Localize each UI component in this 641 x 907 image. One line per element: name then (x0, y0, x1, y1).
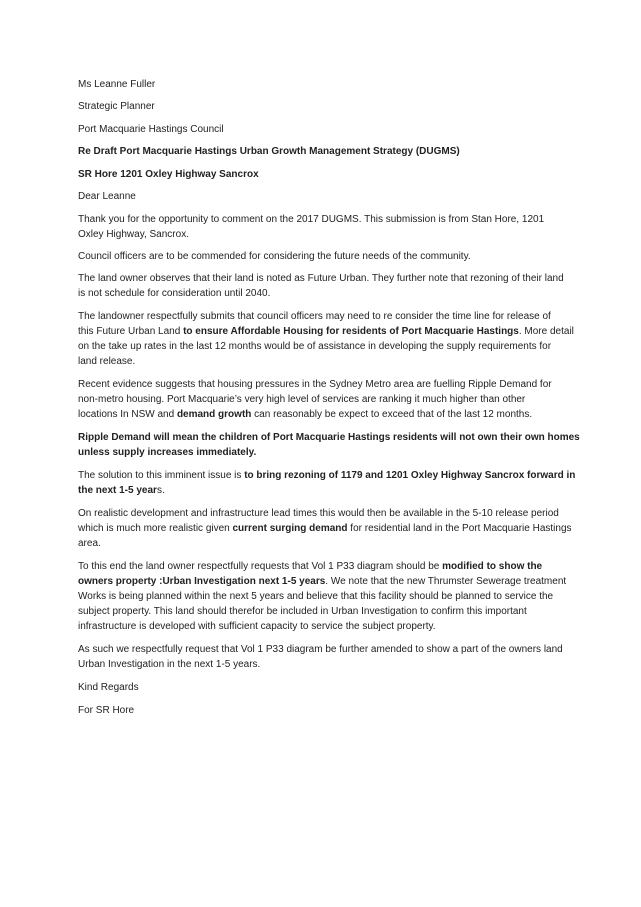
paragraph-line: Recent evidence suggests that housing pressures in the Sydney Metro area are fuelling Ripple Demand for (78, 379, 552, 390)
paragraph-line: As such we respectfully request that Vol 1 P33 diagram be further amended to show a part of the owners land (78, 644, 563, 655)
text-run: locations In NSW and (78, 409, 177, 420)
paragraph-line: unless supply increases immediately. (78, 447, 257, 458)
paragraph-line (78, 574, 578, 589)
paragraph-line: Ripple Demand will mean the children of Port Macquarie Hastings residents will not own their own homes (78, 432, 580, 443)
paragraph-line: Works is being planned within the next 5 years and believe that this facility should be planned to service the (78, 591, 554, 602)
emphasis-text: to bring rezoning of 1179 and 1201 Oxley Highway Sancrox forward in (244, 470, 576, 481)
paragraph-ripple-demand (78, 430, 578, 460)
paragraph-request (78, 559, 578, 634)
paragraph-line (78, 559, 578, 574)
paragraph-observation (78, 271, 578, 301)
recipient-org: Port Macquarie Hastings Council (78, 124, 224, 135)
paragraph-line: On realistic development and infrastructure lead times this would then be available in the 5-10 release period (78, 508, 559, 519)
paragraph-commendation (78, 249, 578, 264)
closing: Kind Regards (78, 682, 139, 693)
text-run: s. (156, 485, 165, 496)
salutation: Dear Leanne (78, 191, 136, 202)
paragraph-submission (78, 309, 578, 369)
paragraph-line: The land owner observes that their land is noted as Future Urban. They further note that rezoning of their land (78, 273, 564, 284)
emphasis-text: the next 1-5 year (78, 485, 157, 496)
paragraph-lead-times (78, 506, 578, 551)
paragraph-line: is not schedule for consideration until 2040. (78, 288, 271, 299)
text-run: . More detail (518, 326, 574, 337)
text-run: To this end the land owner respectfully requests that Vol 1 P33 diagram should be (78, 561, 443, 572)
paragraph-line: area. (78, 538, 101, 549)
letter-body (78, 77, 578, 718)
paragraph-line: The landowner respectfully submits that council officers may need to re consider the time line for release of (78, 311, 551, 322)
subject-property: SR Hore 1201 Oxley Highway Sancrox (78, 169, 259, 180)
emphasis-text: modified to show the (442, 561, 543, 572)
paragraph-solution (78, 468, 578, 498)
paragraph-line: land release. (78, 356, 136, 367)
paragraph-line (78, 483, 578, 498)
recipient-name: Ms Leanne Fuller (78, 79, 156, 90)
paragraph-line (78, 324, 578, 339)
emphasis-text: demand growth (176, 409, 252, 420)
paragraph-line: subject property. This land should therefor be included in Urban Investigation to confirm this important (78, 606, 527, 617)
paragraph-line: infrastructure is developed with sufficient capacity to service the subject property. (78, 621, 436, 632)
text-run: . We note that the new Thrumster Sewerage treatment (325, 576, 567, 587)
emphasis-text: current surging demand (232, 523, 348, 534)
recipient-title: Strategic Planner (78, 101, 155, 112)
paragraph-evidence (78, 377, 578, 422)
paragraph-line: on the take up rates in the last 12 months would be of assistance in developing the supply requirements for (78, 341, 552, 352)
paragraph-line: Thank you for the opportunity to comment on the 2017 DUGMS. This submission is from Stan Hore, 1201 (78, 214, 545, 225)
text-run: which is much more realistic given (78, 523, 233, 534)
emphasis-text: to ensure Affordable Housing for residents of Port Macquarie Hastings (183, 326, 519, 337)
paragraph-line: Council officers are to be commended for considering the future needs of the community. (78, 251, 471, 262)
paragraph-intro (78, 212, 578, 242)
emphasis-text: owners property :Urban Investigation next 1-5 years (78, 576, 326, 587)
text-run: can reasonably be expect to exceed that of the last 12 months. (251, 409, 533, 420)
paragraph-line (78, 407, 578, 422)
text-run: for residential land in the Port Macquarie Hastings (347, 523, 572, 534)
text-run: this Future Urban Land (78, 326, 184, 337)
paragraph-line: Urban Investigation in the next 1-5 years. (78, 659, 261, 670)
signature: For SR Hore (78, 705, 135, 716)
paragraph-final-request (78, 642, 578, 672)
paragraph-line (78, 521, 578, 536)
text-run: The solution to this imminent issue is (78, 470, 245, 481)
paragraph-line: non-metro housing. Port Macquarie’s very high level of services are ranking it much higher than other (78, 394, 526, 405)
paragraph-line (78, 468, 578, 483)
paragraph-line: Oxley Highway, Sancrox. (78, 229, 189, 240)
subject-line: Re Draft Port Macquarie Hastings Urban Growth Management Strategy (DUGMS) (78, 146, 460, 157)
